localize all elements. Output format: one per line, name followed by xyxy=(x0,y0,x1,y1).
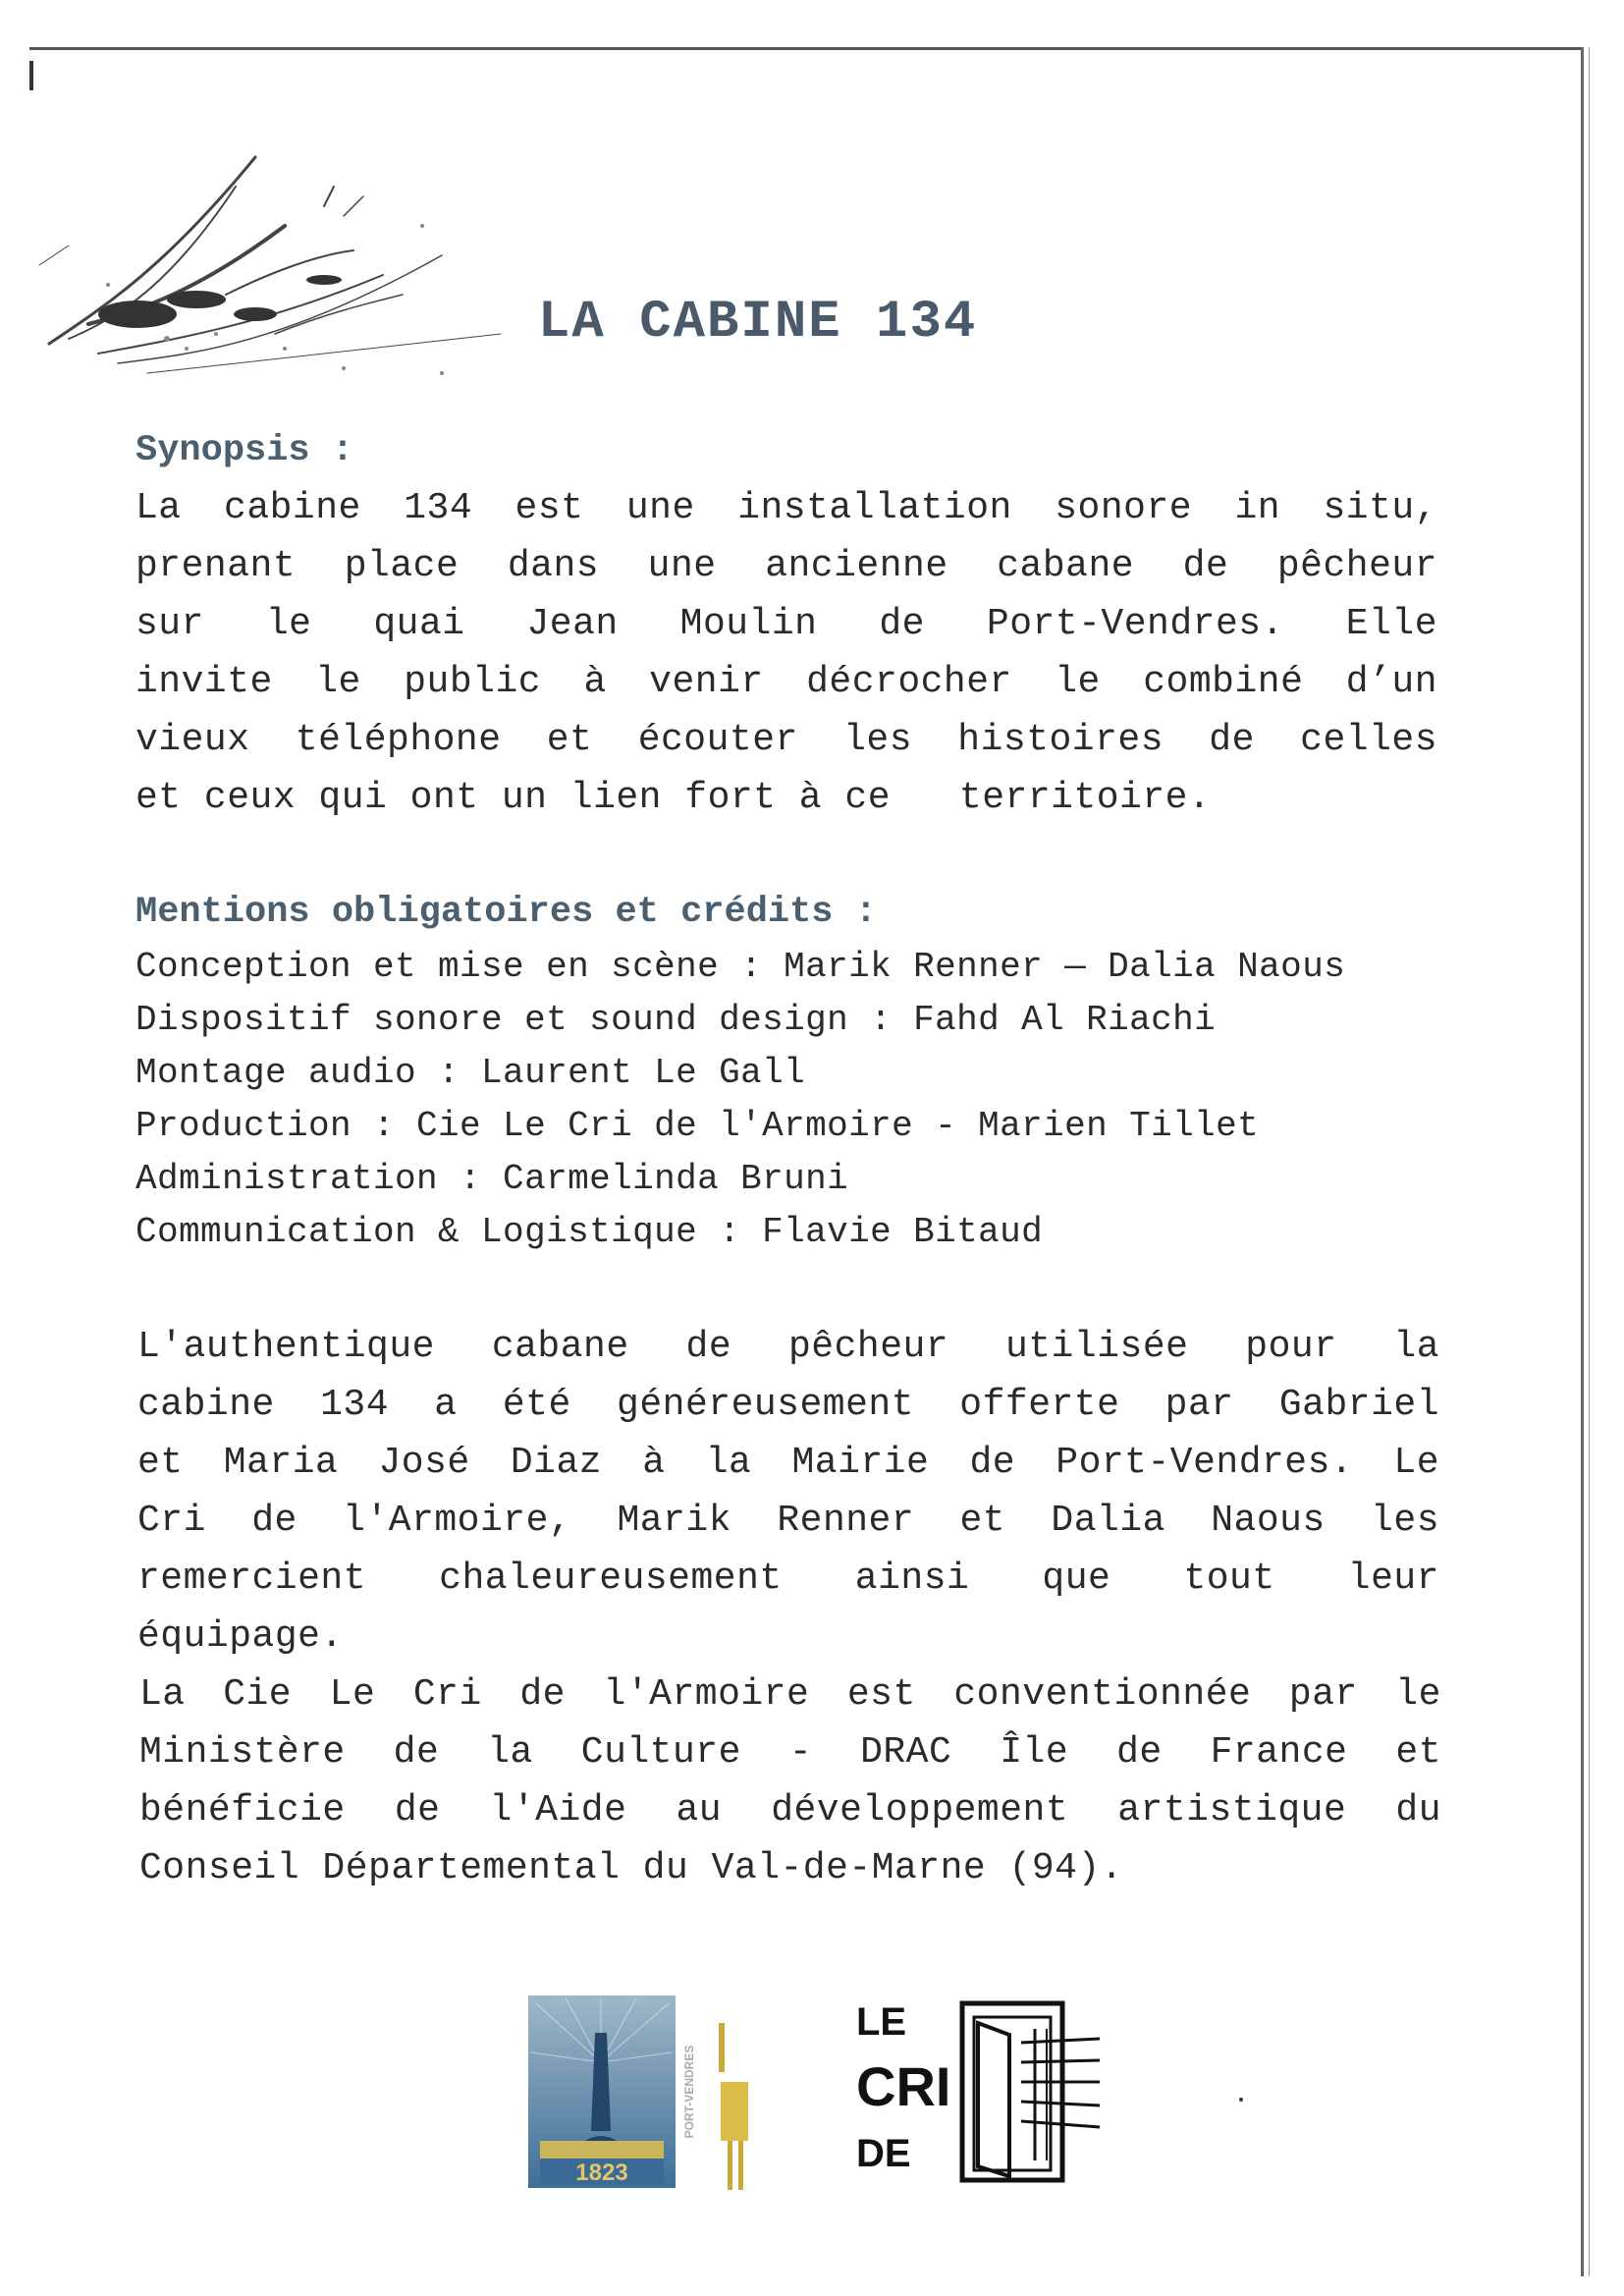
synopsis-line: vieux téléphone et écouter les histoires de celles xyxy=(135,719,1437,761)
synopsis-line: et ceux qui ont un lien fort à ce territoire. xyxy=(135,777,1212,819)
speck-dot xyxy=(1239,2098,1243,2102)
corner-mark xyxy=(29,61,33,90)
convention-line: La Cie Le Cri de l'Armoire est conventionnée par le xyxy=(139,1673,1441,1716)
thanks-line: remercient chaleureusement ainsi que tout leur xyxy=(137,1558,1439,1600)
page-title: LA CABINE 134 xyxy=(538,293,978,353)
thanks-paragraph xyxy=(137,1318,1439,1666)
convention-line: Conseil Départemental du Val-de-Marne (94). xyxy=(139,1847,1124,1889)
cri-logo-le: LE xyxy=(856,2000,907,2044)
synopsis-line: La cabine 134 est une installation sonore in situ, xyxy=(135,487,1437,529)
convention-paragraph xyxy=(139,1666,1441,1897)
convention-line: bénéficie de l'Aide au développement artistique du xyxy=(139,1789,1441,1831)
synopsis-heading: Synopsis : xyxy=(135,430,354,471)
credit-line: Conception et mise en scène : Marik Renner — Dalia Naous xyxy=(135,947,1346,987)
pv-vertical-text: PORT-VENDRES xyxy=(682,2045,696,2139)
sketch-illustration xyxy=(29,128,619,412)
credits-heading: Mentions obligatoires et crédits : xyxy=(135,892,877,933)
page-border-top xyxy=(29,47,1583,50)
synopsis-line: sur le quai Jean Moulin de Port-Vendres. Elle xyxy=(135,603,1437,645)
thanks-line: équipage. xyxy=(137,1615,344,1658)
credit-line: Production : Cie Le Cri de l'Armoire - Marien Tillet xyxy=(135,1106,1260,1146)
port-vendres-logo xyxy=(526,1994,772,2190)
credit-line: Administration : Carmelinda Bruni xyxy=(135,1159,849,1199)
convention-line: Ministère de la Culture - DRAC Île de France et xyxy=(139,1731,1441,1774)
synopsis-line: prenant place dans une ancienne cabane de pêcheur xyxy=(135,545,1437,587)
thanks-line: Cri de l'Armoire, Marik Renner et Dalia Naous les xyxy=(137,1500,1439,1542)
synopsis-line: invite le public à venir décrocher le combiné d’un xyxy=(135,661,1437,703)
thanks-line: cabine 134 a été généreusement offerte par Gabriel xyxy=(137,1384,1439,1426)
synopsis-paragraph xyxy=(135,479,1437,827)
cri-armoire-logo xyxy=(852,1984,1117,2190)
cri-logo-cri: CRI xyxy=(856,2055,951,2117)
thanks-line: L'authentique cabane de pêcheur utilisée pour la xyxy=(137,1326,1439,1368)
page-border-right xyxy=(1581,47,1584,2276)
credit-line: Montage audio : Laurent Le Gall xyxy=(135,1053,806,1093)
pv-year: 1823 xyxy=(575,2159,628,2186)
cri-logo-de: DE xyxy=(856,2132,911,2175)
credit-line: Communication & Logistique : Flavie Bitaud xyxy=(135,1212,1044,1252)
credits-list xyxy=(135,941,1345,1259)
credit-line: Dispositif sonore et sound design : Fahd Al Riachi xyxy=(135,1000,1217,1040)
thanks-line: et Maria José Diaz à la Mairie de Port-Vendres. Le xyxy=(137,1442,1439,1484)
page-border-right-inner xyxy=(1589,47,1590,2276)
